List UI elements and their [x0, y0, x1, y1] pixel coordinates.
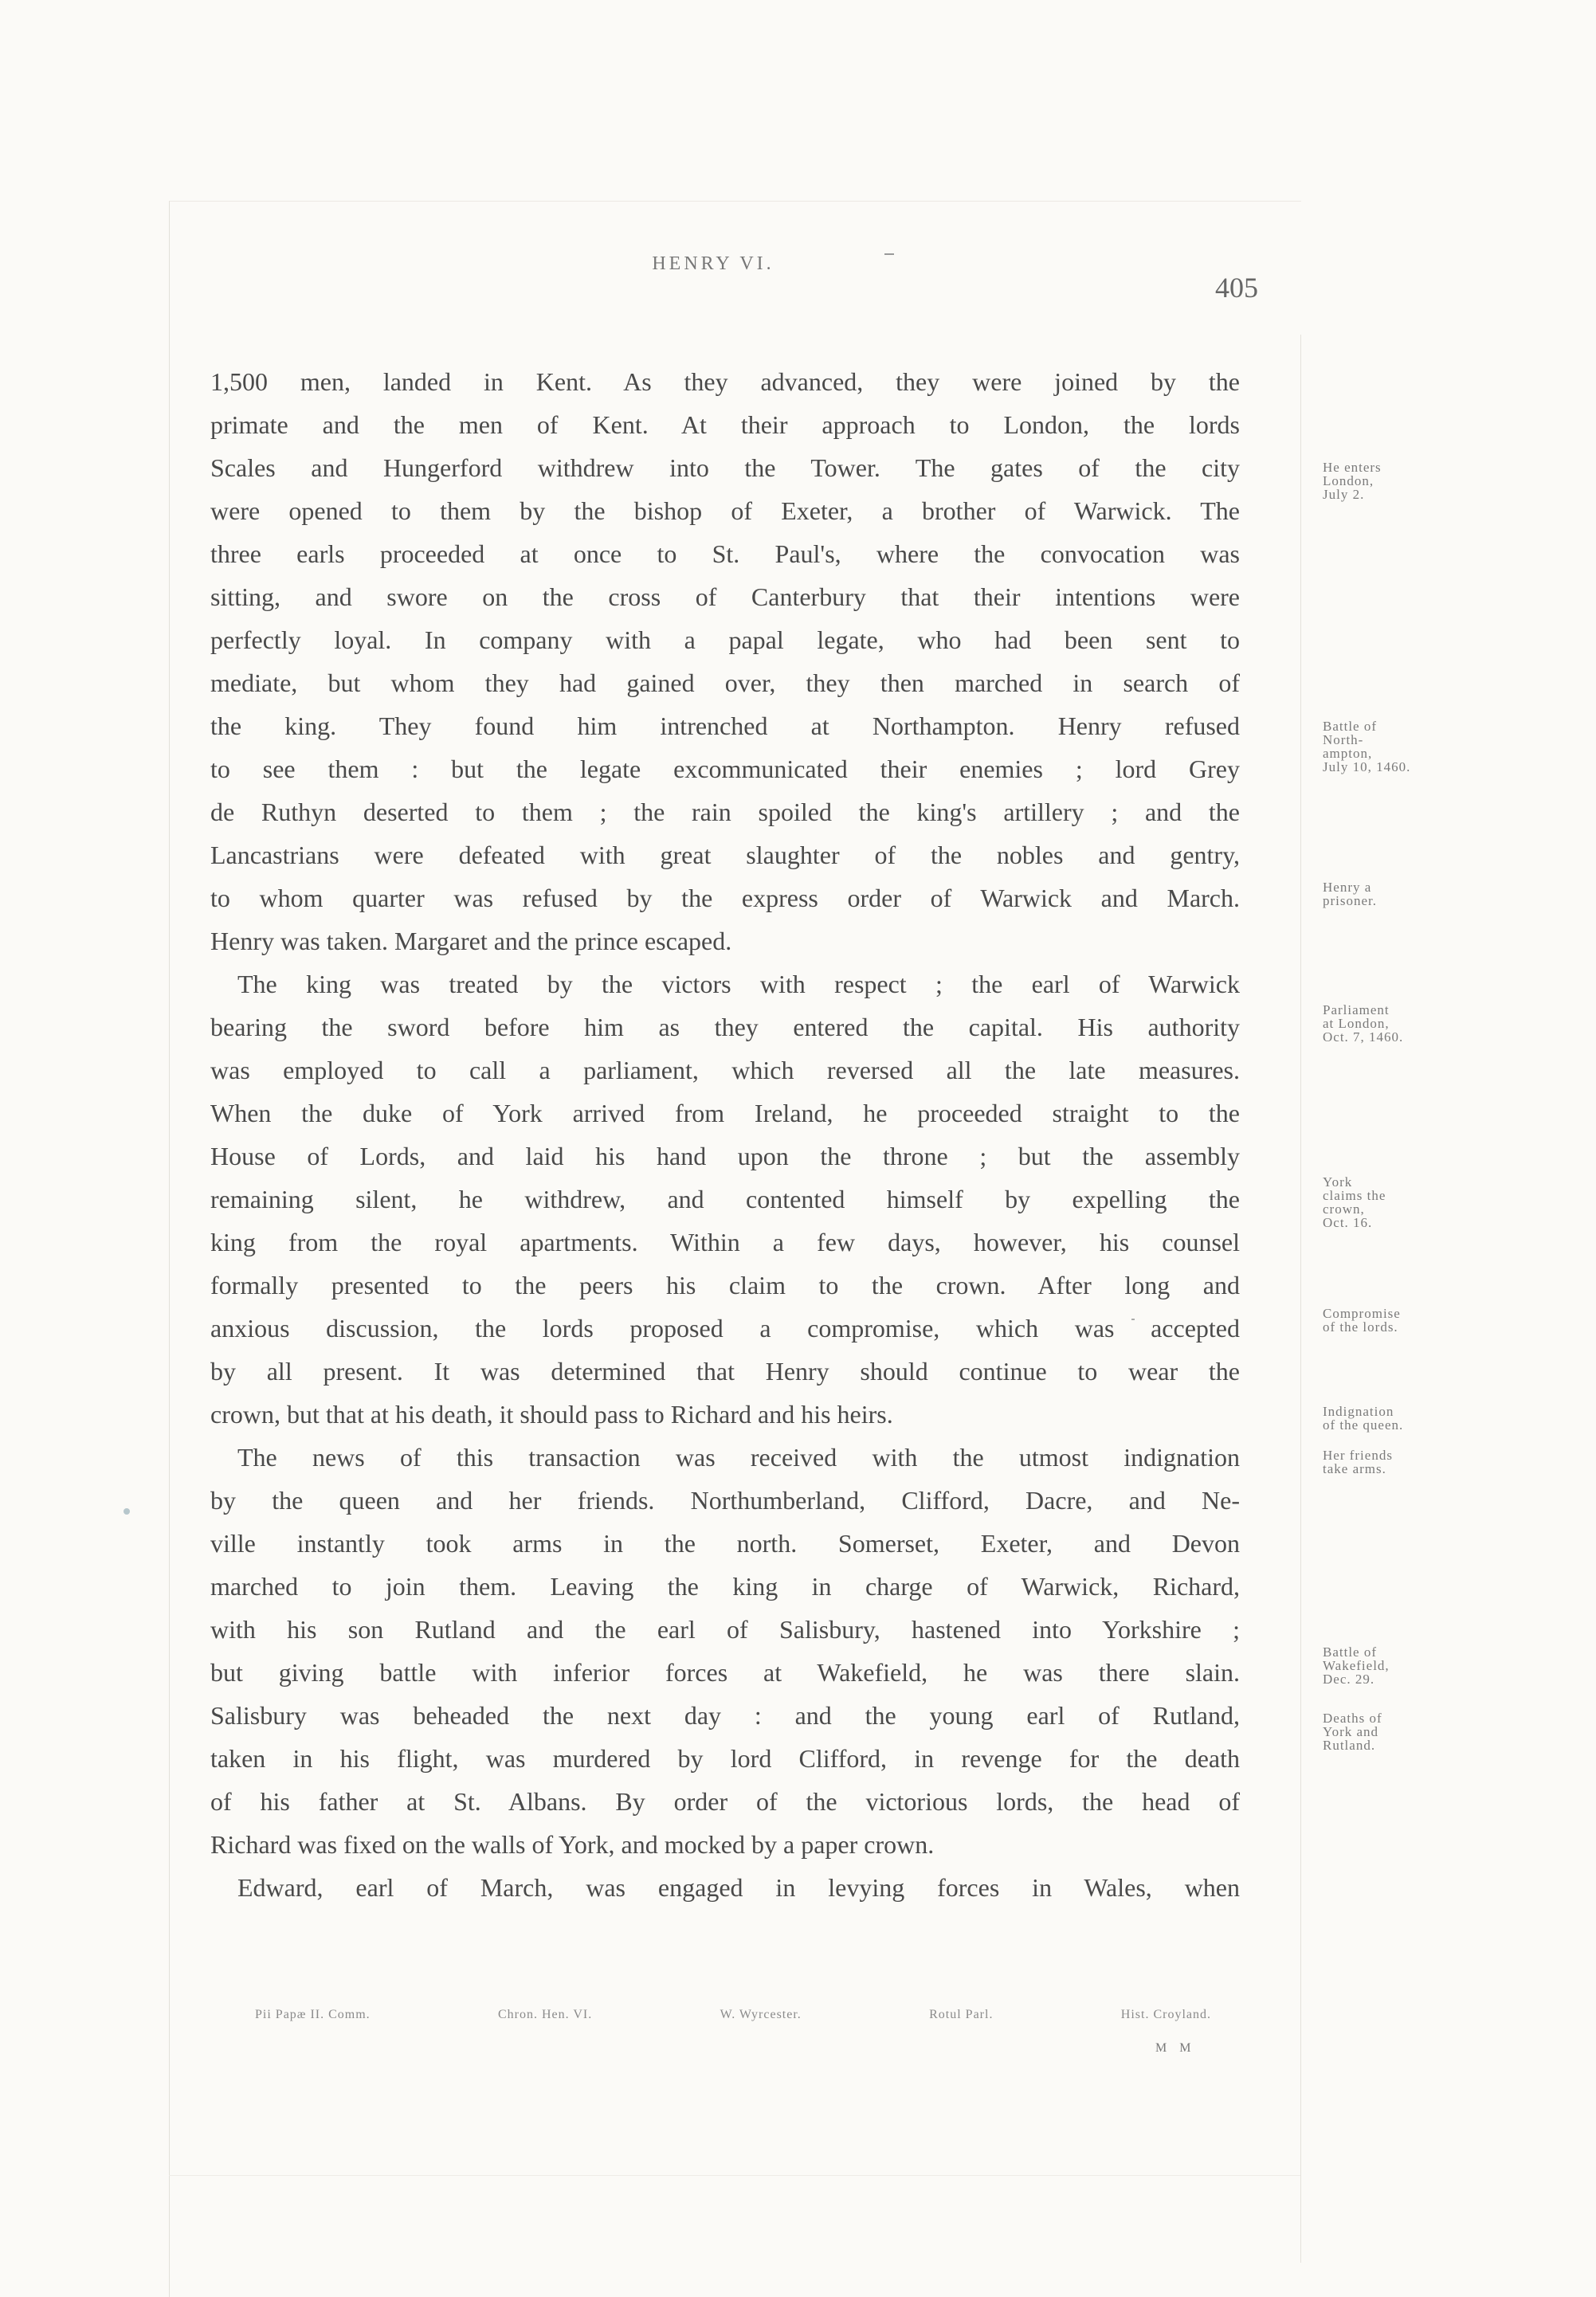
footnote-source: Hist. Croyland.: [1120, 2008, 1211, 2021]
body-line: the king. They found him intrenched at Northampton. Henry refused: [210, 711, 1240, 740]
margin-note: Battle of Wakefield, Dec. 29.: [1323, 1644, 1390, 1687]
right-margin-rule: [1300, 335, 1301, 2263]
footnote-source: Chron. Hen. VI.: [498, 2008, 593, 2021]
body-line: de Ruthyn deserted to them ; the rain spoiled the king's artillery ; and the: [210, 798, 1240, 826]
page-number: 405: [1215, 272, 1258, 304]
signature-mark: M M: [1155, 2041, 1196, 2055]
footnote-source: W. Wyrcester.: [720, 2008, 802, 2021]
margin-note: Her friends take arms.: [1323, 1448, 1393, 1476]
footnote-sources: [255, 2008, 1211, 2022]
body-line: House of Lords, and laid his hand upon the throne ; but the assembly: [210, 1142, 1240, 1170]
body-line: by all present. It was determined that Henry should continue to wear the: [210, 1357, 1240, 1386]
body-line: king from the royal apartments. Within a few days, however, his counsel: [210, 1228, 1240, 1256]
footnote-source: Pii Papæ II. Comm.: [255, 2008, 371, 2021]
margin-note: York claims the crown, Oct. 16.: [1323, 1174, 1386, 1230]
body-line: by the queen and her friends. Northumberland, Clifford, Dacre, and Ne-: [210, 1486, 1240, 1515]
body-line: but giving battle with inferior forces at Wakefield, he was there slain.: [210, 1658, 1240, 1687]
body-line: When the duke of York arrived from Ireland, he proceeded straight to the: [210, 1099, 1240, 1127]
body-line: to whom quarter was refused by the express order of Warwick and March.: [210, 884, 1240, 912]
body-line: remaining silent, he withdrew, and contented himself by expelling the: [210, 1185, 1240, 1213]
body-line: of his father at St. Albans. By order of the victorious lords, the head of: [210, 1787, 1240, 1816]
running-title: HENRY VI.: [652, 253, 774, 274]
margin-note: Henry a prisoner.: [1323, 880, 1378, 908]
body-line: three earls proceeded at once to St. Paul's, where the convocation was: [210, 539, 1240, 568]
margin-note: Deaths of York and Rutland.: [1323, 1711, 1382, 1753]
body-line: anxious discussion, the lords proposed a compromise, which was accepted: [210, 1314, 1240, 1343]
margin-note: Indignation of the queen.: [1323, 1404, 1404, 1433]
body-line: formally presented to the peers his claim to the crown. After long and: [210, 1271, 1240, 1299]
body-line: sitting, and swore on the cross of Canterbury that their intentions were: [210, 582, 1240, 611]
body-line: mediate, but whom they had gained over, they then marched in search of: [210, 668, 1240, 697]
body-line: was employed to call a parliament, which reversed all the late measures.: [210, 1056, 1240, 1084]
body-line: Lancastrians were defeated with great slaughter of the nobles and gentry,: [210, 841, 1240, 869]
margin-note: Battle of North- ampton, July 10, 1460.: [1323, 719, 1411, 774]
body-line: Henry was taken. Margaret and the prince escaped.: [210, 927, 732, 955]
body-text: [210, 360, 1240, 1909]
body-line: marched to join them. Leaving the king in charge of Warwick, Richard,: [210, 1572, 1240, 1601]
body-line: taken in his flight, was murdered by lord Clifford, in revenge for the death: [210, 1744, 1240, 1773]
body-line: bearing the sword before him as they entered the capital. His authority: [210, 1013, 1240, 1041]
body-line: 1,500 men, landed in Kent. As they advanced, they were joined by the: [210, 367, 1240, 396]
body-line: Salisbury was beheaded the next day : and the young earl of Rutland,: [210, 1701, 1240, 1730]
body-line: perfectly loyal. In company with a papal legate, who had been sent to: [210, 625, 1240, 654]
body-line: crown, but that at his death, it should pass to Richard and his heirs.: [210, 1400, 893, 1429]
body-line: Richard was fixed on the walls of York, and mocked by a paper crown.: [210, 1830, 935, 1859]
body-line: The king was treated by the victors with respect ; the earl of Warwick: [237, 970, 1240, 998]
body-line: to see them : but the legate excommunicated their enemies ; lord Grey: [210, 755, 1240, 783]
margin-dot: [124, 1508, 130, 1515]
body-line: Scales and Hungerford withdrew into the Tower. The gates of the city: [210, 453, 1240, 482]
footnote-source: Rotul Parl.: [929, 2008, 994, 2021]
body-line: Edward, earl of March, was engaged in levying forces in Wales, when: [237, 1873, 1240, 1902]
body-line: The news of this transaction was received with the utmost indignation: [237, 1443, 1240, 1472]
margin-note: Compromise of the lords.: [1323, 1306, 1401, 1335]
body-line: primate and the men of Kent. At their approach to London, the lords: [210, 410, 1240, 439]
body-line: with his son Rutland and the earl of Salisbury, hastened into Yorkshire ;: [210, 1615, 1240, 1644]
body-line: ville instantly took arms in the north. Somerset, Exeter, and Devon: [210, 1529, 1240, 1558]
margin-note: He enters London, July 2.: [1323, 460, 1382, 502]
body-line: were opened to them by the bishop of Exeter, a brother of Warwick. The: [210, 496, 1240, 525]
margin-note: Parliament at London, Oct. 7, 1460.: [1323, 1002, 1404, 1045]
bottom-rule: [169, 2175, 1300, 2176]
